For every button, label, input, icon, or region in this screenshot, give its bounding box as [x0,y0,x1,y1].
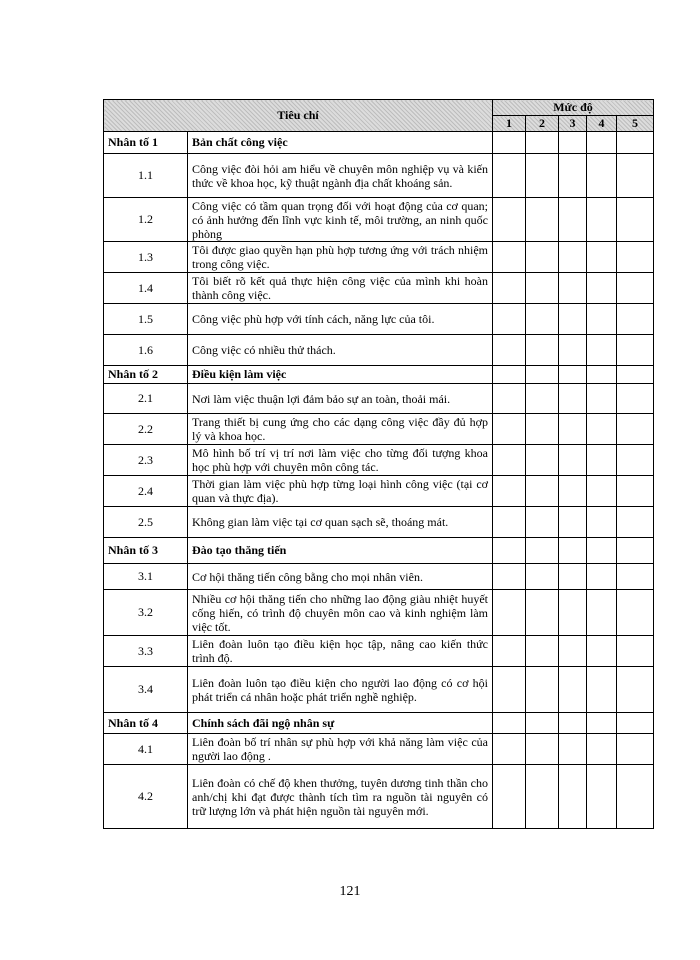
factor-id: Nhân tố 3 [104,538,188,564]
factor-title: Điều kiện làm việc [188,366,493,384]
factor-score-cell-1 [493,538,526,564]
rating-cell-level-4[interactable] [587,273,617,304]
level-4-header: 4 [587,116,617,132]
rating-cell-level-1[interactable] [493,564,526,590]
survey-table [103,99,654,829]
rating-cell-level-1[interactable] [493,507,526,538]
rating-cell-level-3[interactable] [559,445,587,476]
level-1-header: 1 [493,116,526,132]
item-id: 2.4 [104,476,188,507]
rating-cell-level-5[interactable] [617,476,654,507]
item-text: Không gian làm việc tại cơ quan sạch sẽ, thoáng mát. [188,507,493,538]
item-text: Tôi biết rõ kết quả thực hiện công việc của mình khi hoàn thành công việc. [188,273,493,304]
rating-cell-level-2[interactable] [526,476,559,507]
rating-cell-level-3[interactable] [559,414,587,445]
item-id: 2.2 [104,414,188,445]
item-text: Công việc đòi hỏi am hiểu về chuyên môn nghiệp vụ và kiến thức về khoa học, kỹ thuật ngành địa chất khoáng sản. [188,154,493,198]
level-5-header: 5 [617,116,654,132]
rating-cell-level-1[interactable] [493,636,526,667]
rating-cell-level-2[interactable] [526,154,559,198]
item-id: 2.3 [104,445,188,476]
item-text: Nhiều cơ hội thăng tiến cho những lao động giàu nhiệt huyết cống hiến, có trình độ chuyên môn cao và kinh nghiệm làm việc tốt. [188,590,493,636]
rating-cell-level-1[interactable] [493,590,526,636]
item-text: Trang thiết bị cung ứng cho các dạng công việc đầy đủ hợp lý và khoa học. [188,414,493,445]
rating-cell-level-4[interactable] [587,384,617,414]
rating-cell-level-5[interactable] [617,445,654,476]
factor-score-cell-1 [493,132,526,154]
factor-title: Bản chất công việc [188,132,493,154]
factor-id: Nhân tố 1 [104,132,188,154]
factor-id: Nhân tố 4 [104,713,188,734]
table-row [104,445,654,476]
factor-score-cell-3 [559,132,587,154]
table-row [104,242,654,273]
factor-score-cell-5 [617,713,654,734]
rating-cell-level-5[interactable] [617,765,654,829]
factor-score-cell-5 [617,366,654,384]
rating-cell-level-2[interactable] [526,384,559,414]
item-text: Cơ hội thăng tiến công bằng cho mọi nhân viên. [188,564,493,590]
factor-score-cell-4 [587,538,617,564]
rating-cell-level-1[interactable] [493,304,526,335]
item-id: 4.1 [104,734,188,765]
factor-score-cell-4 [587,713,617,734]
rating-cell-level-1[interactable] [493,154,526,198]
table-row [104,304,654,335]
rating-cell-level-1[interactable] [493,384,526,414]
factor-score-cell-3 [559,713,587,734]
factor-score-cell-3 [559,538,587,564]
rating-cell-level-3[interactable] [559,590,587,636]
rating-cell-level-2[interactable] [526,636,559,667]
rating-cell-level-5[interactable] [617,304,654,335]
factor-row [104,713,654,734]
rating-cell-level-2[interactable] [526,242,559,273]
factor-row [104,132,654,154]
level-2-header: 2 [526,116,559,132]
table-row [104,507,654,538]
rating-cell-level-4[interactable] [587,667,617,713]
rating-cell-level-4[interactable] [587,154,617,198]
rating-cell-level-2[interactable] [526,273,559,304]
rating-cell-level-1[interactable] [493,734,526,765]
rating-cell-level-1[interactable] [493,242,526,273]
criteria-header: Tiêu chí [104,100,493,132]
rating-cell-level-4[interactable] [587,590,617,636]
factor-row [104,366,654,384]
rating-cell-level-2[interactable] [526,445,559,476]
rating-cell-level-2[interactable] [526,667,559,713]
rating-cell-level-3[interactable] [559,304,587,335]
rating-cell-level-5[interactable] [617,414,654,445]
rating-cell-level-2[interactable] [526,507,559,538]
rating-cell-level-5[interactable] [617,734,654,765]
item-text: Công việc phù hợp với tính cách, năng lực của tôi. [188,304,493,335]
rating-cell-level-4[interactable] [587,304,617,335]
rating-cell-level-2[interactable] [526,335,559,366]
rating-cell-level-3[interactable] [559,242,587,273]
item-id: 1.2 [104,198,188,242]
item-id: 1.3 [104,242,188,273]
rating-cell-level-4[interactable] [587,242,617,273]
table-row [104,765,654,829]
table-row [104,384,654,414]
table-row [104,335,654,366]
factor-score-cell-5 [617,132,654,154]
item-id: 3.1 [104,564,188,590]
rating-cell-level-5[interactable] [617,273,654,304]
rating-cell-level-3[interactable] [559,734,587,765]
item-id: 1.1 [104,154,188,198]
item-text: Nơi làm việc thuận lợi đảm bảo sự an toàn, thoải mái. [188,384,493,414]
rating-cell-level-3[interactable] [559,335,587,366]
rating-cell-level-4[interactable] [587,507,617,538]
factor-score-cell-2 [526,132,559,154]
rating-cell-level-4[interactable] [587,335,617,366]
item-id: 1.6 [104,335,188,366]
factor-score-cell-1 [493,713,526,734]
rating-cell-level-5[interactable] [617,242,654,273]
rating-cell-level-5[interactable] [617,564,654,590]
item-id: 3.3 [104,636,188,667]
factor-score-cell-2 [526,538,559,564]
rating-cell-level-3[interactable] [559,507,587,538]
rating-cell-level-1[interactable] [493,198,526,242]
factor-score-cell-4 [587,366,617,384]
rating-cell-level-2[interactable] [526,198,559,242]
rating-cell-level-1[interactable] [493,765,526,829]
factor-title: Chính sách đãi ngộ nhân sự [188,713,493,734]
item-id: 1.5 [104,304,188,335]
rating-cell-level-1[interactable] [493,667,526,713]
page-number: 121 [339,884,361,899]
factor-score-cell-5 [617,538,654,564]
rating-cell-level-5[interactable] [617,335,654,366]
rating-cell-level-1[interactable] [493,414,526,445]
item-text: Liên đoàn có chế độ khen thưởng, tuyên dương tinh thần cho anh/chị khi đạt được thành tích tìm ra nguồn tài nguyên có trữ lượng lớn và phát hiện nguồn tài nguyên mới. [188,765,493,829]
rating-cell-level-4[interactable] [587,636,617,667]
rating-cell-level-4[interactable] [587,476,617,507]
rating-cell-level-3[interactable] [559,564,587,590]
item-text: Công việc có tầm quan trọng đối với hoạt động của cơ quan; có ảnh hưởng đến lĩnh vực kinh tế, môi trường, an ninh quốc phòng [188,198,493,242]
rating-cell-level-5[interactable] [617,507,654,538]
item-text: Liên đoàn luôn tạo điều kiện cho người lao động có cơ hội phát triển cá nhân hoặc phát triển nghề nghiệp. [188,667,493,713]
rating-cell-level-1[interactable] [493,273,526,304]
rating-cell-level-5[interactable] [617,384,654,414]
item-text: Liên đoàn luôn tạo điều kiện học tập, nâng cao kiến thức trình độ. [188,636,493,667]
rating-cell-level-1[interactable] [493,476,526,507]
table-row [104,476,654,507]
rating-cell-level-2[interactable] [526,590,559,636]
rating-cell-level-2[interactable] [526,414,559,445]
factor-score-cell-3 [559,366,587,384]
item-id: 2.1 [104,384,188,414]
item-id: 1.4 [104,273,188,304]
rating-cell-level-3[interactable] [559,765,587,829]
rating-cell-level-2[interactable] [526,734,559,765]
rating-cell-level-5[interactable] [617,154,654,198]
rating-cell-level-4[interactable] [587,414,617,445]
rating-cell-level-5[interactable] [617,636,654,667]
item-id: 3.4 [104,667,188,713]
table-row [104,636,654,667]
item-id: 2.5 [104,507,188,538]
factor-title: Đào tạo thăng tiến [188,538,493,564]
item-text: Liên đoàn bố trí nhân sự phù hợp với khả năng làm việc của người lao động . [188,734,493,765]
item-text: Thời gian làm việc phù hợp từng loại hình công việc (tại cơ quan và thực địa). [188,476,493,507]
item-text: Công việc có nhiều thử thách. [188,335,493,366]
level-header: Mức độ [493,100,654,116]
table-row [104,414,654,445]
rating-cell-level-1[interactable] [493,335,526,366]
rating-cell-level-3[interactable] [559,384,587,414]
table-row [104,590,654,636]
level-3-header: 3 [559,116,587,132]
rating-cell-level-4[interactable] [587,445,617,476]
rating-cell-level-4[interactable] [587,765,617,829]
factor-score-cell-1 [493,366,526,384]
rating-cell-level-3[interactable] [559,636,587,667]
rating-cell-level-2[interactable] [526,564,559,590]
table-row [104,564,654,590]
table-row [104,273,654,304]
item-id: 4.2 [104,765,188,829]
rating-cell-level-5[interactable] [617,590,654,636]
rating-cell-level-3[interactable] [559,273,587,304]
table-row [104,734,654,765]
factor-score-cell-2 [526,366,559,384]
factor-row [104,538,654,564]
factor-score-cell-2 [526,713,559,734]
rating-cell-level-3[interactable] [559,476,587,507]
rating-cell-level-5[interactable] [617,198,654,242]
item-id: 3.2 [104,590,188,636]
rating-cell-level-5[interactable] [617,667,654,713]
survey-body [104,132,654,829]
rating-cell-level-4[interactable] [587,734,617,765]
rating-cell-level-2[interactable] [526,304,559,335]
item-text: Mô hình bố trí vị trí nơi làm việc cho từng đối tượng khoa học phù hợp với chuyên môn công tác. [188,445,493,476]
factor-id: Nhân tố 2 [104,366,188,384]
rating-cell-level-3[interactable] [559,198,587,242]
rating-cell-level-3[interactable] [559,154,587,198]
item-text: Tôi được giao quyền hạn phù hợp tương ứng với trách nhiệm trong công việc. [188,242,493,273]
factor-score-cell-4 [587,132,617,154]
rating-cell-level-4[interactable] [587,198,617,242]
rating-cell-level-2[interactable] [526,765,559,829]
rating-cell-level-3[interactable] [559,667,587,713]
table-row [104,667,654,713]
table-row [104,154,654,198]
rating-cell-level-4[interactable] [587,564,617,590]
table-row [104,198,654,242]
rating-cell-level-1[interactable] [493,445,526,476]
